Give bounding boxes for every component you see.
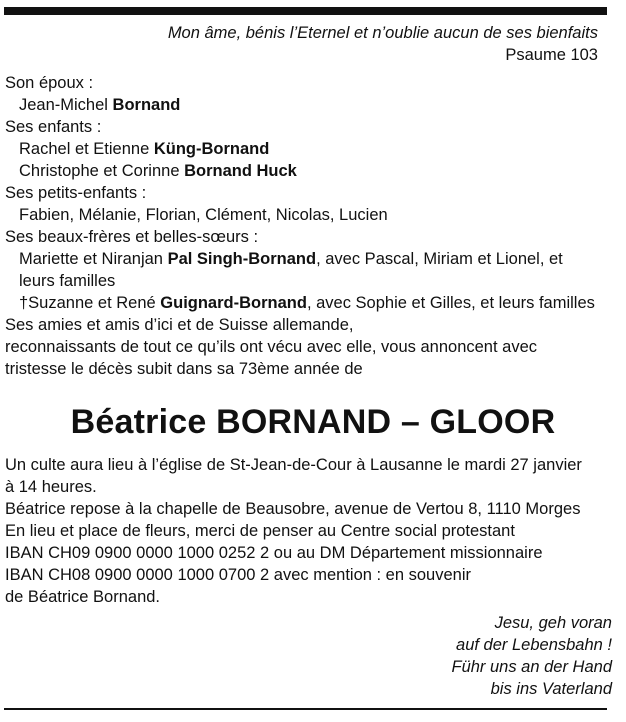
bible-verse [168,22,598,66]
closing-line-2: auf der Lebensbahn ! [456,636,612,654]
children-label: Ses enfants : [5,118,102,136]
child2-first: Christophe et Corinne [19,162,185,180]
inlaw-line-2 [5,292,613,314]
inlaw2-first: †Suzanne et René [19,294,161,312]
verse-text: Mon âme, bénis l’Eternel et n’oublie aucun de ses bienfaits [167,24,598,42]
spouse-label: Son époux : [5,74,94,92]
closing-line-4: bis ins Vaterland [490,680,612,698]
memory-line: de Béatrice Bornand. [5,588,161,606]
inlaw-line-1 [5,248,613,270]
inlaw1-first: Mariette et Niranjan [19,250,168,268]
closing-verse [451,612,612,700]
friends-line: Ses amies et amis d’ici et de Suisse allemande, [5,316,354,334]
grandchildren-label: Ses petits-enfants : [5,184,147,202]
service-line-1: Un culte aura lieu à l’église de St-Jean-de-Cour à Lausanne le mardi 27 janvier [5,456,582,474]
spouse-last: Bornand [112,96,181,114]
closing-line-1: Jesu, geh voran [494,614,612,632]
inlaw2-rest: , avec Sophie et Gilles, et leurs familles [306,294,595,312]
spouse-first: Jean-Michel [19,96,113,114]
deceased-name: Béatrice BORNAND – GLOOR [70,403,556,441]
service-info [5,454,611,608]
bottom-border-bar [4,708,607,710]
rest-line: Béatrice repose à la chapelle de Beausobre, avenue de Vertou 8, 1110 Morges [5,500,581,518]
grandchildren-names: Fabien, Mélanie, Florian, Clément, Nicolas, Lucien [19,206,388,224]
inlaws-label: Ses beaux-frères et belles-sœurs : [5,228,259,246]
spouse-line [5,94,613,116]
child1-first: Rachel et Etienne [19,140,154,158]
inlaw1-rest: , avec Pascal, Miriam et Lionel, et [316,250,563,268]
family-list [5,72,613,380]
iban-line-2: IBAN CH08 0900 0000 1000 0700 2 avec mention : en souvenir [5,566,471,584]
child-line-2 [5,160,613,182]
child1-last: Küng-Bornand [153,140,270,158]
verse-reference: Psaume 103 [505,46,598,64]
inlaw-line-1-cont: leurs familles [19,272,116,290]
service-line-2: à 14 heures. [5,478,97,496]
child-line-1 [5,138,613,160]
closing-line-3: Führ uns an der Hand [451,658,612,676]
inlaw1-last: Pal Singh-Bornand [167,250,317,268]
child2-last: Bornand Huck [184,162,297,180]
top-border-bar [4,7,607,15]
flowers-line: En lieu et place de fleurs, merci de penser au Centre social protestant [5,522,515,540]
announce-line-2: tristesse le décès subit dans sa 73ème année de [5,360,363,378]
inlaw2-last: Guignard-Bornand [160,294,307,312]
iban-line-1: IBAN CH09 0900 0000 1000 0252 2 ou au DM Département missionnaire [5,544,543,562]
announce-line-1: reconnaissants de tout ce qu’ils ont vécu avec elle, vous annoncent avec [5,338,537,356]
